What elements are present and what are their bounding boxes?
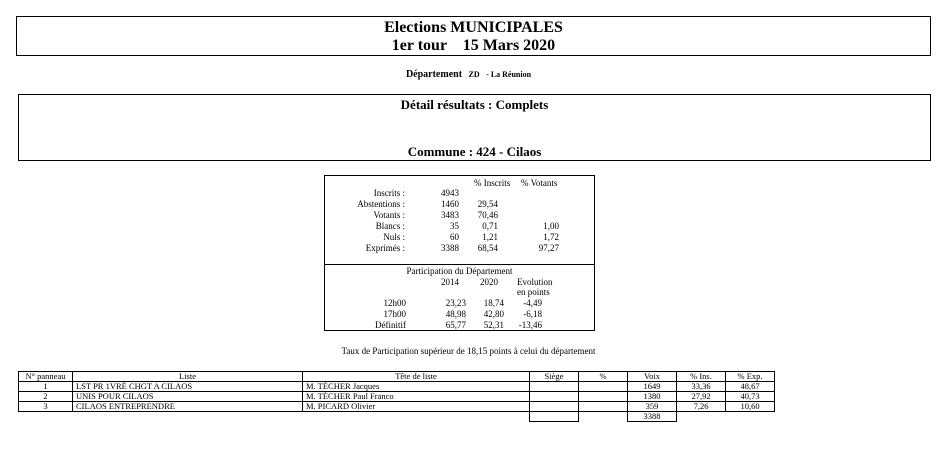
participation-2020: 18,74 <box>483 298 504 308</box>
empty-cell <box>19 412 73 422</box>
participation-2020: 42,80 <box>483 309 504 319</box>
empty-cell <box>726 412 775 422</box>
participation-2014: 65,77 <box>445 320 466 330</box>
header-pct-exp: % Exp. <box>726 372 775 382</box>
participation-2014: 23,23 <box>445 298 466 308</box>
stat-pct-inscrits: 29,54 <box>477 199 498 209</box>
cell-liste: LST PR 1VRÉ CHGT A CILAOS <box>73 382 303 392</box>
stat-pct-inscrits: 70,46 <box>477 210 498 220</box>
cell-pct <box>579 402 628 412</box>
stat-pct-votants: 97,27 <box>538 243 559 253</box>
cell-liste: CILAOS ENTREPRENDRE <box>73 402 303 412</box>
stats-row <box>325 199 596 210</box>
stat-value: 60 <box>450 232 459 242</box>
commune-title: Commune : 424 - Cilaos <box>407 144 542 159</box>
participation-label: 12h00 <box>383 298 406 308</box>
header-panneau: N° panneau <box>19 372 73 382</box>
election-round-date: 1er tour 15 Mars 2020 <box>391 37 556 54</box>
stat-label: Inscrits : <box>373 188 405 198</box>
empty-cell <box>73 412 303 422</box>
header-voix: Voix <box>628 372 677 382</box>
cell-panneau: 1 <box>19 382 73 392</box>
cell-pct-exp: 10,60 <box>726 402 775 412</box>
total-voix: 3388 <box>628 412 677 422</box>
empty-cell <box>579 412 628 422</box>
cell-tete: M. PICARD Olivier <box>303 402 530 412</box>
header-tete: Tête de liste <box>303 372 530 382</box>
stat-pct-inscrits: 0,71 <box>482 221 498 231</box>
col-header-votants: % Votants <box>521 178 558 188</box>
participation-label: Définitif <box>375 320 406 330</box>
cell-siege <box>530 392 579 402</box>
departement-name: - La Réunion <box>486 70 532 79</box>
stats-rows <box>325 188 596 254</box>
participation-title: Participation du Département <box>406 266 513 276</box>
participation-row <box>325 309 596 320</box>
stat-pct-votants: 1,00 <box>543 221 559 231</box>
totals-row <box>19 412 775 422</box>
cell-pct-exp: 40,73 <box>726 392 775 402</box>
detail-box <box>18 94 931 161</box>
stat-label: Nuls : <box>383 232 405 242</box>
detail-title: Détail résultats : Complets <box>400 97 549 112</box>
stats-box <box>324 175 595 331</box>
table-row <box>19 382 775 392</box>
stat-value: 4943 <box>441 188 459 198</box>
cell-voix: 1380 <box>628 392 677 402</box>
stat-value: 1460 <box>441 199 459 209</box>
cell-panneau: 3 <box>19 402 73 412</box>
cell-siege <box>530 382 579 392</box>
header-siege: Siège <box>530 372 579 382</box>
col-header-en-points: en points <box>517 287 550 297</box>
empty-cell <box>303 412 530 422</box>
cell-pct-ins: 33,36 <box>677 382 726 392</box>
participation-row <box>325 320 596 331</box>
participation-evolution: -6,18 <box>523 309 542 319</box>
cell-pct-exp: 48,67 <box>726 382 775 392</box>
cell-pct <box>579 382 628 392</box>
participation-row <box>325 298 596 309</box>
cell-liste: UNIS POUR CILAOS <box>73 392 303 402</box>
results-table <box>18 371 775 422</box>
cell-siege <box>530 402 579 412</box>
header-pct: % <box>579 372 628 382</box>
participation-2014: 48,98 <box>445 309 466 319</box>
header-liste: Liste <box>73 372 303 382</box>
stat-label: Abstentions : <box>357 199 405 209</box>
stat-value: 35 <box>450 221 459 231</box>
stats-row <box>325 243 596 254</box>
col-header-2014: 2014 <box>441 277 459 287</box>
stat-pct-votants: 1,72 <box>543 232 559 242</box>
participation-rows <box>325 298 596 331</box>
cell-pct <box>579 392 628 402</box>
table-row <box>19 392 775 402</box>
cell-voix: 359 <box>628 402 677 412</box>
col-header-2020: 2020 <box>480 277 498 287</box>
stat-label: Exprimés : <box>365 243 405 253</box>
election-header-box <box>16 16 931 56</box>
stat-value: 3388 <box>441 243 459 253</box>
stats-row <box>325 210 596 221</box>
stat-label: Votants : <box>373 210 405 220</box>
departement-line <box>0 69 937 80</box>
departement-label: Département <box>405 69 463 80</box>
results-header-row <box>19 372 775 382</box>
stat-label: Blancs : <box>375 221 405 231</box>
participation-label: 17h00 <box>383 309 406 319</box>
cell-tete: M. TÉCHER Paul Franco <box>303 392 530 402</box>
stat-pct-inscrits: 68,54 <box>477 243 498 253</box>
header-pct-ins: % Ins. <box>677 372 726 382</box>
col-header-inscrits: % Inscrits <box>474 178 511 188</box>
participation-note: Taux de Participation supérieur de 18,15 points à celui du département <box>341 346 596 356</box>
stats-row <box>325 221 596 232</box>
cell-tete: M. TÉCHER Jacques <box>303 382 530 392</box>
election-title: Elections MUNICIPALES <box>384 19 563 36</box>
participation-2020: 52,31 <box>483 320 504 330</box>
stat-value: 3483 <box>441 210 459 220</box>
table-row <box>19 402 775 412</box>
col-header-evolution: Evolution <box>517 277 553 287</box>
stats-row <box>325 232 596 243</box>
cell-pct-ins: 27,92 <box>677 392 726 402</box>
participation-evolution: -13,46 <box>518 320 542 330</box>
cell-panneau: 2 <box>19 392 73 402</box>
stats-row <box>325 188 596 199</box>
stats-divider <box>325 264 594 265</box>
stat-pct-inscrits: 1,21 <box>482 232 498 242</box>
empty-cell <box>677 412 726 422</box>
departement-code: ZD <box>468 70 480 79</box>
cell-voix: 1649 <box>628 382 677 392</box>
cell-pct-ins: 7,26 <box>677 402 726 412</box>
total-siege <box>530 412 579 422</box>
participation-evolution: -4,49 <box>523 298 542 308</box>
